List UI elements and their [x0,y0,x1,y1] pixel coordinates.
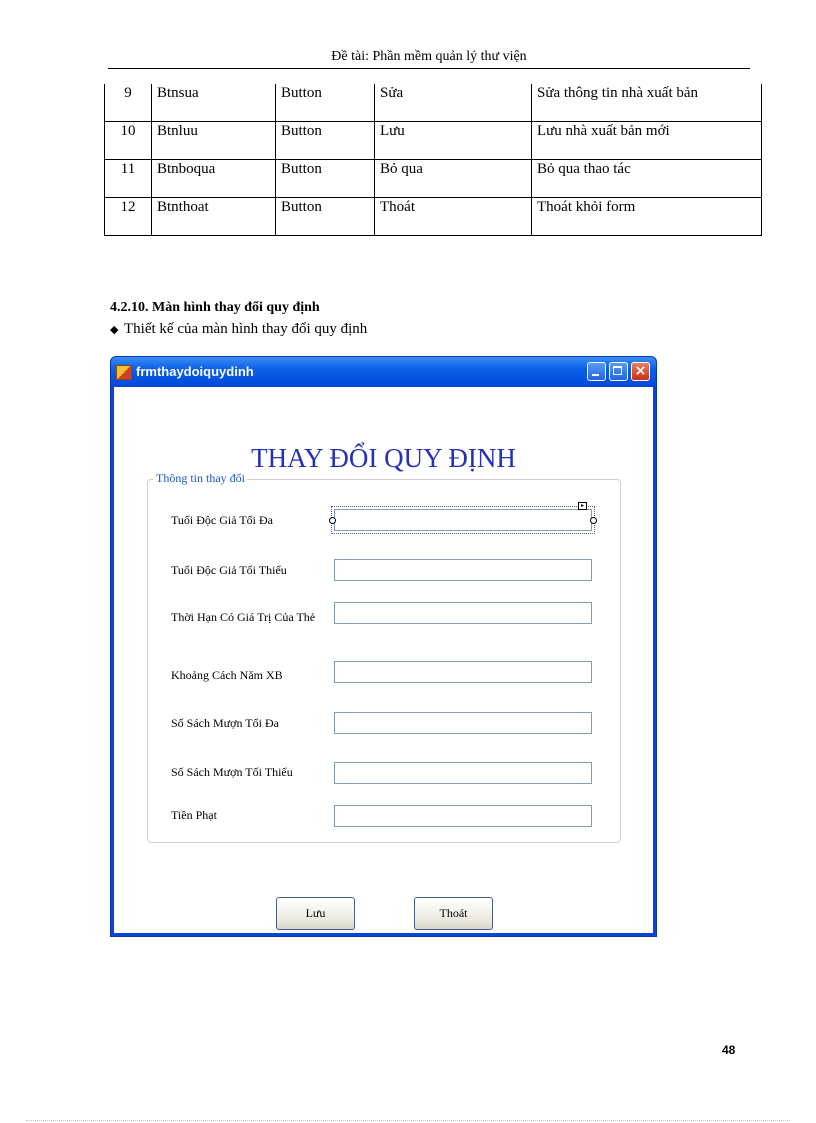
table-cell-name: Btnluu [152,122,276,160]
page-header [108,46,750,69]
table-cell-no: 12 [105,198,152,236]
max-borrow-books-input[interactable] [334,712,592,734]
exit-button[interactable]: Thoát [414,897,493,930]
table-cell-desc: Bỏ qua thao tác [532,160,762,198]
table-cell-type: Button [276,84,375,122]
table-cell-type: Button [276,198,375,236]
page-header-title: Đề tài: Phần mềm quản lý thư viện [331,49,527,64]
minimize-icon [592,374,599,376]
close-icon: × [634,363,647,379]
change-info-groupbox [147,471,621,843]
window-client-area [114,387,653,933]
max-borrow-books-label: Số Sách Mượn Tối Đa [171,716,279,730]
table-cell-text: Thoát [375,198,532,236]
table-row [105,160,762,198]
save-button[interactable]: Lưu [276,897,355,930]
bullet-text: Thiết kế của màn hình thay đổi quy định [124,321,368,337]
table-cell-text: Bỏ qua [375,160,532,198]
diamond-bullet-icon: ◆ [110,324,119,336]
bullet-line [110,321,367,338]
section-title: 4.2.10. Màn hình thay đổi quy định [110,300,320,315]
table-cell-no: 11 [105,160,152,198]
min-borrow-books-input[interactable] [334,762,592,784]
controls-spec-table [104,84,762,236]
table-cell-text: Sửa [375,84,532,122]
table-row [105,122,762,160]
table-cell-no: 10 [105,122,152,160]
max-reader-age-input[interactable] [334,509,592,531]
table-row [105,198,762,236]
app-icon [116,365,132,380]
table-cell-type: Button [276,122,375,160]
page-number: 48 [722,1043,736,1057]
minimize-button[interactable] [587,362,606,381]
publish-year-gap-label: Khoảng Cách Năm XB [171,668,283,682]
window-title: frmthaydoiquydinh [136,364,254,379]
form-window [110,356,657,937]
resize-handle-right[interactable] [590,517,597,524]
footer-divider [26,1120,790,1121]
maximize-icon [613,366,622,375]
table-cell-name: Btnsua [152,84,276,122]
smart-tag-icon[interactable]: ▸ [578,502,587,510]
card-validity-input[interactable] [334,602,592,624]
min-reader-age-label: Tuổi Độc Giả Tối Thiểu [171,563,287,577]
table-cell-desc: Lưu nhà xuất bản mới [532,122,762,160]
table-cell-name: Btnboqua [152,160,276,198]
table-cell-name: Btnthoat [152,198,276,236]
card-validity-label: Thời Hạn Có Giá Trị Của Thẻ [171,610,316,624]
table-cell-type: Button [276,160,375,198]
close-button[interactable] [631,362,650,381]
table-cell-desc: Thoát khỏi form [532,198,762,236]
min-borrow-books-label: Số Sách Mượn Tối Thiểu [171,765,293,779]
publish-year-gap-input[interactable] [334,661,592,683]
table-row [105,84,762,122]
table-cell-text: Lưu [375,122,532,160]
max-reader-age-label: Tuổi Độc Giả Tối Đa [171,513,273,527]
groupbox-title: Thông tin thay đổi [156,471,245,485]
fine-amount-label: Tiền Phạt [171,808,217,822]
window-titlebar[interactable] [111,357,656,387]
table-cell-no: 9 [105,84,152,122]
maximize-button[interactable] [609,362,628,381]
fine-amount-input[interactable] [334,805,592,827]
min-reader-age-input[interactable] [334,559,592,581]
form-heading: THAY ĐỔI QUY ĐỊNH [251,443,516,473]
resize-handle-left[interactable] [329,517,336,524]
table-cell-desc: Sửa thông tin nhà xuất bản [532,84,762,122]
